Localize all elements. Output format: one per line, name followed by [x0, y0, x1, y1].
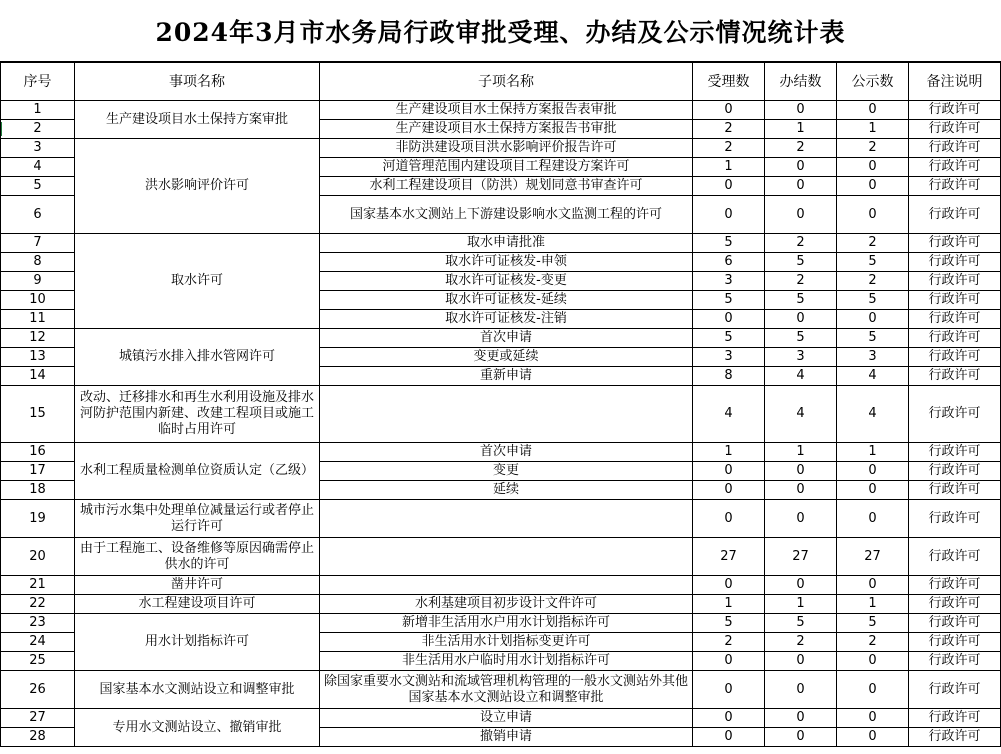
cell-completed: 3 [765, 348, 837, 367]
cell-no: 14 [1, 367, 75, 386]
cell-note: 行政许可 [909, 101, 1001, 120]
cell-note: 行政许可 [909, 310, 1001, 329]
cell-published: 27 [837, 538, 909, 576]
cell-note: 行政许可 [909, 291, 1001, 310]
cell-note: 行政许可 [909, 139, 1001, 158]
cell-note: 行政许可 [909, 633, 1001, 652]
cell-completed: 0 [765, 158, 837, 177]
cell-sub: 撤销申请 [320, 728, 693, 747]
cell-published: 2 [837, 234, 909, 253]
cell-accepted: 2 [693, 139, 765, 158]
cell-completed: 5 [765, 329, 837, 348]
cell-no: 13 [1, 348, 75, 367]
cell-note: 行政许可 [909, 576, 1001, 595]
cell-sub: 生产建设项目水土保持方案报告书审批 [320, 120, 693, 139]
cell-item: 专用水文测站设立、撤销审批 [75, 709, 320, 747]
cell-published: 3 [837, 348, 909, 367]
cell-item: 用水计划指标许可 [75, 614, 320, 671]
cell-no: 27 [1, 709, 75, 728]
cell-note: 行政许可 [909, 120, 1001, 139]
header-row [1, 63, 1001, 101]
cell-note: 行政许可 [909, 443, 1001, 462]
cell-no: 24 [1, 633, 75, 652]
cell-accepted: 1 [693, 443, 765, 462]
cell-sub: 取水许可证核发-延续 [320, 291, 693, 310]
table-row [1, 595, 1001, 614]
cell-accepted: 5 [693, 234, 765, 253]
cell-note: 行政许可 [909, 177, 1001, 196]
header-note: 备注说明 [909, 63, 1001, 101]
cell-sub: 重新申请 [320, 367, 693, 386]
cell-accepted: 1 [693, 158, 765, 177]
cell-published: 1 [837, 120, 909, 139]
table-row [1, 139, 1001, 158]
cell-accepted: 0 [693, 177, 765, 196]
cell-note: 行政许可 [909, 329, 1001, 348]
cell-sub: 变更或延续 [320, 348, 693, 367]
cell-completed: 0 [765, 576, 837, 595]
cell-no: 2 [1, 120, 75, 139]
cell-no: 10 [1, 291, 75, 310]
cell-published: 2 [837, 272, 909, 291]
cell-published: 0 [837, 101, 909, 120]
cell-accepted: 0 [693, 462, 765, 481]
cell-accepted: 0 [693, 101, 765, 120]
cell-completed: 2 [765, 272, 837, 291]
cell-accepted: 0 [693, 576, 765, 595]
cell-item: 国家基本水文测站设立和调整审批 [75, 671, 320, 709]
header-published: 公示数 [837, 63, 909, 101]
cell-published: 5 [837, 614, 909, 633]
cell-no: 23 [1, 614, 75, 633]
cell-completed: 0 [765, 500, 837, 538]
cell-no: 21 [1, 576, 75, 595]
cell-note: 行政许可 [909, 348, 1001, 367]
cell-note: 行政许可 [909, 538, 1001, 576]
table-row [1, 576, 1001, 595]
cell-sub: 非生活用水计划指标变更许可 [320, 633, 693, 652]
cell-no: 6 [1, 196, 75, 234]
cell-published: 1 [837, 443, 909, 462]
cell-note: 行政许可 [909, 234, 1001, 253]
cell-item: 水利工程质量检测单位资质认定（乙级） [75, 443, 320, 500]
cell-sub: 首次申请 [320, 443, 693, 462]
cell-accepted: 3 [693, 348, 765, 367]
cell-no: 12 [1, 329, 75, 348]
cell-accepted: 0 [693, 481, 765, 500]
cell-accepted: 0 [693, 652, 765, 671]
cell-accepted: 0 [693, 671, 765, 709]
cell-completed: 0 [765, 177, 837, 196]
cell-note: 行政许可 [909, 614, 1001, 633]
table-row [1, 329, 1001, 348]
cell-no: 9 [1, 272, 75, 291]
cell-accepted: 1 [693, 595, 765, 614]
cell-no: 15 [1, 386, 75, 443]
cell-accepted: 0 [693, 310, 765, 329]
cell-accepted: 27 [693, 538, 765, 576]
cell-completed: 2 [765, 234, 837, 253]
table-row [1, 671, 1001, 709]
cell-note: 行政许可 [909, 367, 1001, 386]
cell-published: 5 [837, 291, 909, 310]
cell-published: 0 [837, 462, 909, 481]
cell-sub: 河道管理范围内建设项目工程建设方案许可 [320, 158, 693, 177]
cell-completed: 5 [765, 291, 837, 310]
cell-sub [320, 500, 693, 538]
cell-note: 行政许可 [909, 671, 1001, 709]
cell-published: 2 [837, 633, 909, 652]
cell-item: 水工程建设项目许可 [75, 595, 320, 614]
cell-accepted: 0 [693, 196, 765, 234]
table-row [1, 234, 1001, 253]
cell-sub: 非防洪建设项目洪水影响评价报告许可 [320, 139, 693, 158]
cell-accepted: 5 [693, 329, 765, 348]
table-row [1, 500, 1001, 538]
statistics-table [0, 62, 1001, 747]
cell-published: 0 [837, 158, 909, 177]
table-title: 2024年3月市水务局行政审批受理、办结及公示情况统计表 [0, 0, 1001, 62]
header-completed: 办结数 [765, 63, 837, 101]
cell-published: 0 [837, 481, 909, 500]
cell-note: 行政许可 [909, 728, 1001, 747]
cell-completed: 4 [765, 386, 837, 443]
cell-completed: 0 [765, 728, 837, 747]
cell-no: 20 [1, 538, 75, 576]
cell-note: 行政许可 [909, 481, 1001, 500]
cell-completed: 0 [765, 310, 837, 329]
cell-no: 28 [1, 728, 75, 747]
cell-completed: 1 [765, 120, 837, 139]
table-row [1, 443, 1001, 462]
cell-note: 行政许可 [909, 500, 1001, 538]
cell-published: 0 [837, 709, 909, 728]
cell-no: 25 [1, 652, 75, 671]
cell-no: 8 [1, 253, 75, 272]
cell-completed: 27 [765, 538, 837, 576]
cell-accepted: 2 [693, 633, 765, 652]
cell-published: 0 [837, 177, 909, 196]
cell-item: 改动、迁移排水和再生水利用设施及排水河防护范围内新建、改建工程项目或施工临时占用许可 [75, 386, 320, 443]
table-row [1, 538, 1001, 576]
cell-accepted: 8 [693, 367, 765, 386]
cell-sub: 变更 [320, 462, 693, 481]
cell-no: 4 [1, 158, 75, 177]
cell-completed: 0 [765, 101, 837, 120]
cell-completed: 0 [765, 196, 837, 234]
cell-item: 城镇污水排入排水管网许可 [75, 329, 320, 386]
cell-sub: 延续 [320, 481, 693, 500]
cell-completed: 0 [765, 671, 837, 709]
cell-item: 生产建设项目水土保持方案审批 [75, 101, 320, 139]
cell-sub [320, 576, 693, 595]
header-no: 序号 [1, 63, 75, 101]
cell-sub: 除国家重要水文测站和流域管理机构管理的一般水文测站外其他国家基本水文测站设立和调整审批 [320, 671, 693, 709]
cell-completed: 4 [765, 367, 837, 386]
table-row [1, 386, 1001, 443]
cell-sub: 国家基本水文测站上下游建设影响水文监测工程的许可 [320, 196, 693, 234]
cell-accepted: 5 [693, 614, 765, 633]
cell-published: 0 [837, 500, 909, 538]
cell-sub: 取水许可证核发-申领 [320, 253, 693, 272]
cell-note: 行政许可 [909, 196, 1001, 234]
cell-note: 行政许可 [909, 709, 1001, 728]
cell-completed: 0 [765, 462, 837, 481]
cell-completed: 0 [765, 652, 837, 671]
cell-published: 0 [837, 671, 909, 709]
header-sub: 子项名称 [320, 63, 693, 101]
cell-no: 22 [1, 595, 75, 614]
cell-item: 城市污水集中处理单位减量运行或者停止运行许可 [75, 500, 320, 538]
cell-published: 2 [837, 139, 909, 158]
cell-sub: 取水许可证核发-注销 [320, 310, 693, 329]
cell-sub: 新增非生活用水户用水计划指标许可 [320, 614, 693, 633]
cell-sub: 水利工程建设项目（防洪）规划同意书审查许可 [320, 177, 693, 196]
table-row [1, 614, 1001, 633]
cell-sub [320, 538, 693, 576]
cell-published: 1 [837, 595, 909, 614]
cell-published: 4 [837, 386, 909, 443]
cell-sub: 取水许可证核发-变更 [320, 272, 693, 291]
cell-accepted: 0 [693, 709, 765, 728]
cell-no: 5 [1, 177, 75, 196]
cell-item: 由于工程施工、设备维修等原因确需停止供水的许可 [75, 538, 320, 576]
cell-no: 26 [1, 671, 75, 709]
cell-no: 19 [1, 500, 75, 538]
cell-no: 16 [1, 443, 75, 462]
cell-published: 0 [837, 576, 909, 595]
cell-published: 0 [837, 310, 909, 329]
cell-note: 行政许可 [909, 652, 1001, 671]
cell-published: 0 [837, 728, 909, 747]
cell-published: 0 [837, 652, 909, 671]
cell-note: 行政许可 [909, 462, 1001, 481]
cell-note: 行政许可 [909, 272, 1001, 291]
cell-accepted: 6 [693, 253, 765, 272]
cell-no: 7 [1, 234, 75, 253]
cell-completed: 5 [765, 614, 837, 633]
cell-sub: 首次申请 [320, 329, 693, 348]
cell-completed: 1 [765, 595, 837, 614]
cell-accepted: 0 [693, 500, 765, 538]
cell-sub: 非生活用水户临时用水计划指标许可 [320, 652, 693, 671]
cell-accepted: 4 [693, 386, 765, 443]
cell-no: 1 [1, 101, 75, 120]
cell-published: 5 [837, 329, 909, 348]
cell-accepted: 3 [693, 272, 765, 291]
header-accepted: 受理数 [693, 63, 765, 101]
header-item: 事项名称 [75, 63, 320, 101]
cell-no: 3 [1, 139, 75, 158]
cell-completed: 0 [765, 709, 837, 728]
cell-no: 17 [1, 462, 75, 481]
cell-completed: 5 [765, 253, 837, 272]
cell-note: 行政许可 [909, 595, 1001, 614]
cell-item: 取水许可 [75, 234, 320, 329]
cell-note: 行政许可 [909, 158, 1001, 177]
cell-sub: 水利基建项目初步设计文件许可 [320, 595, 693, 614]
cell-item: 凿井许可 [75, 576, 320, 595]
cell-completed: 2 [765, 633, 837, 652]
cell-item: 洪水影响评价许可 [75, 139, 320, 234]
cell-sub: 设立申请 [320, 709, 693, 728]
cell-accepted: 0 [693, 728, 765, 747]
cell-completed: 1 [765, 443, 837, 462]
cell-sub: 取水申请批准 [320, 234, 693, 253]
table-row [1, 101, 1001, 120]
cell-note: 行政许可 [909, 386, 1001, 443]
cell-published: 0 [837, 196, 909, 234]
cell-no: 18 [1, 481, 75, 500]
cell-accepted: 2 [693, 120, 765, 139]
cell-accepted: 5 [693, 291, 765, 310]
table-row [1, 709, 1001, 728]
cell-completed: 0 [765, 481, 837, 500]
cell-sub [320, 386, 693, 443]
cell-completed: 2 [765, 139, 837, 158]
cell-sub: 生产建设项目水土保持方案报告表审批 [320, 101, 693, 120]
cell-no: 11 [1, 310, 75, 329]
cell-published: 4 [837, 367, 909, 386]
cell-published: 5 [837, 253, 909, 272]
cell-note: 行政许可 [909, 253, 1001, 272]
